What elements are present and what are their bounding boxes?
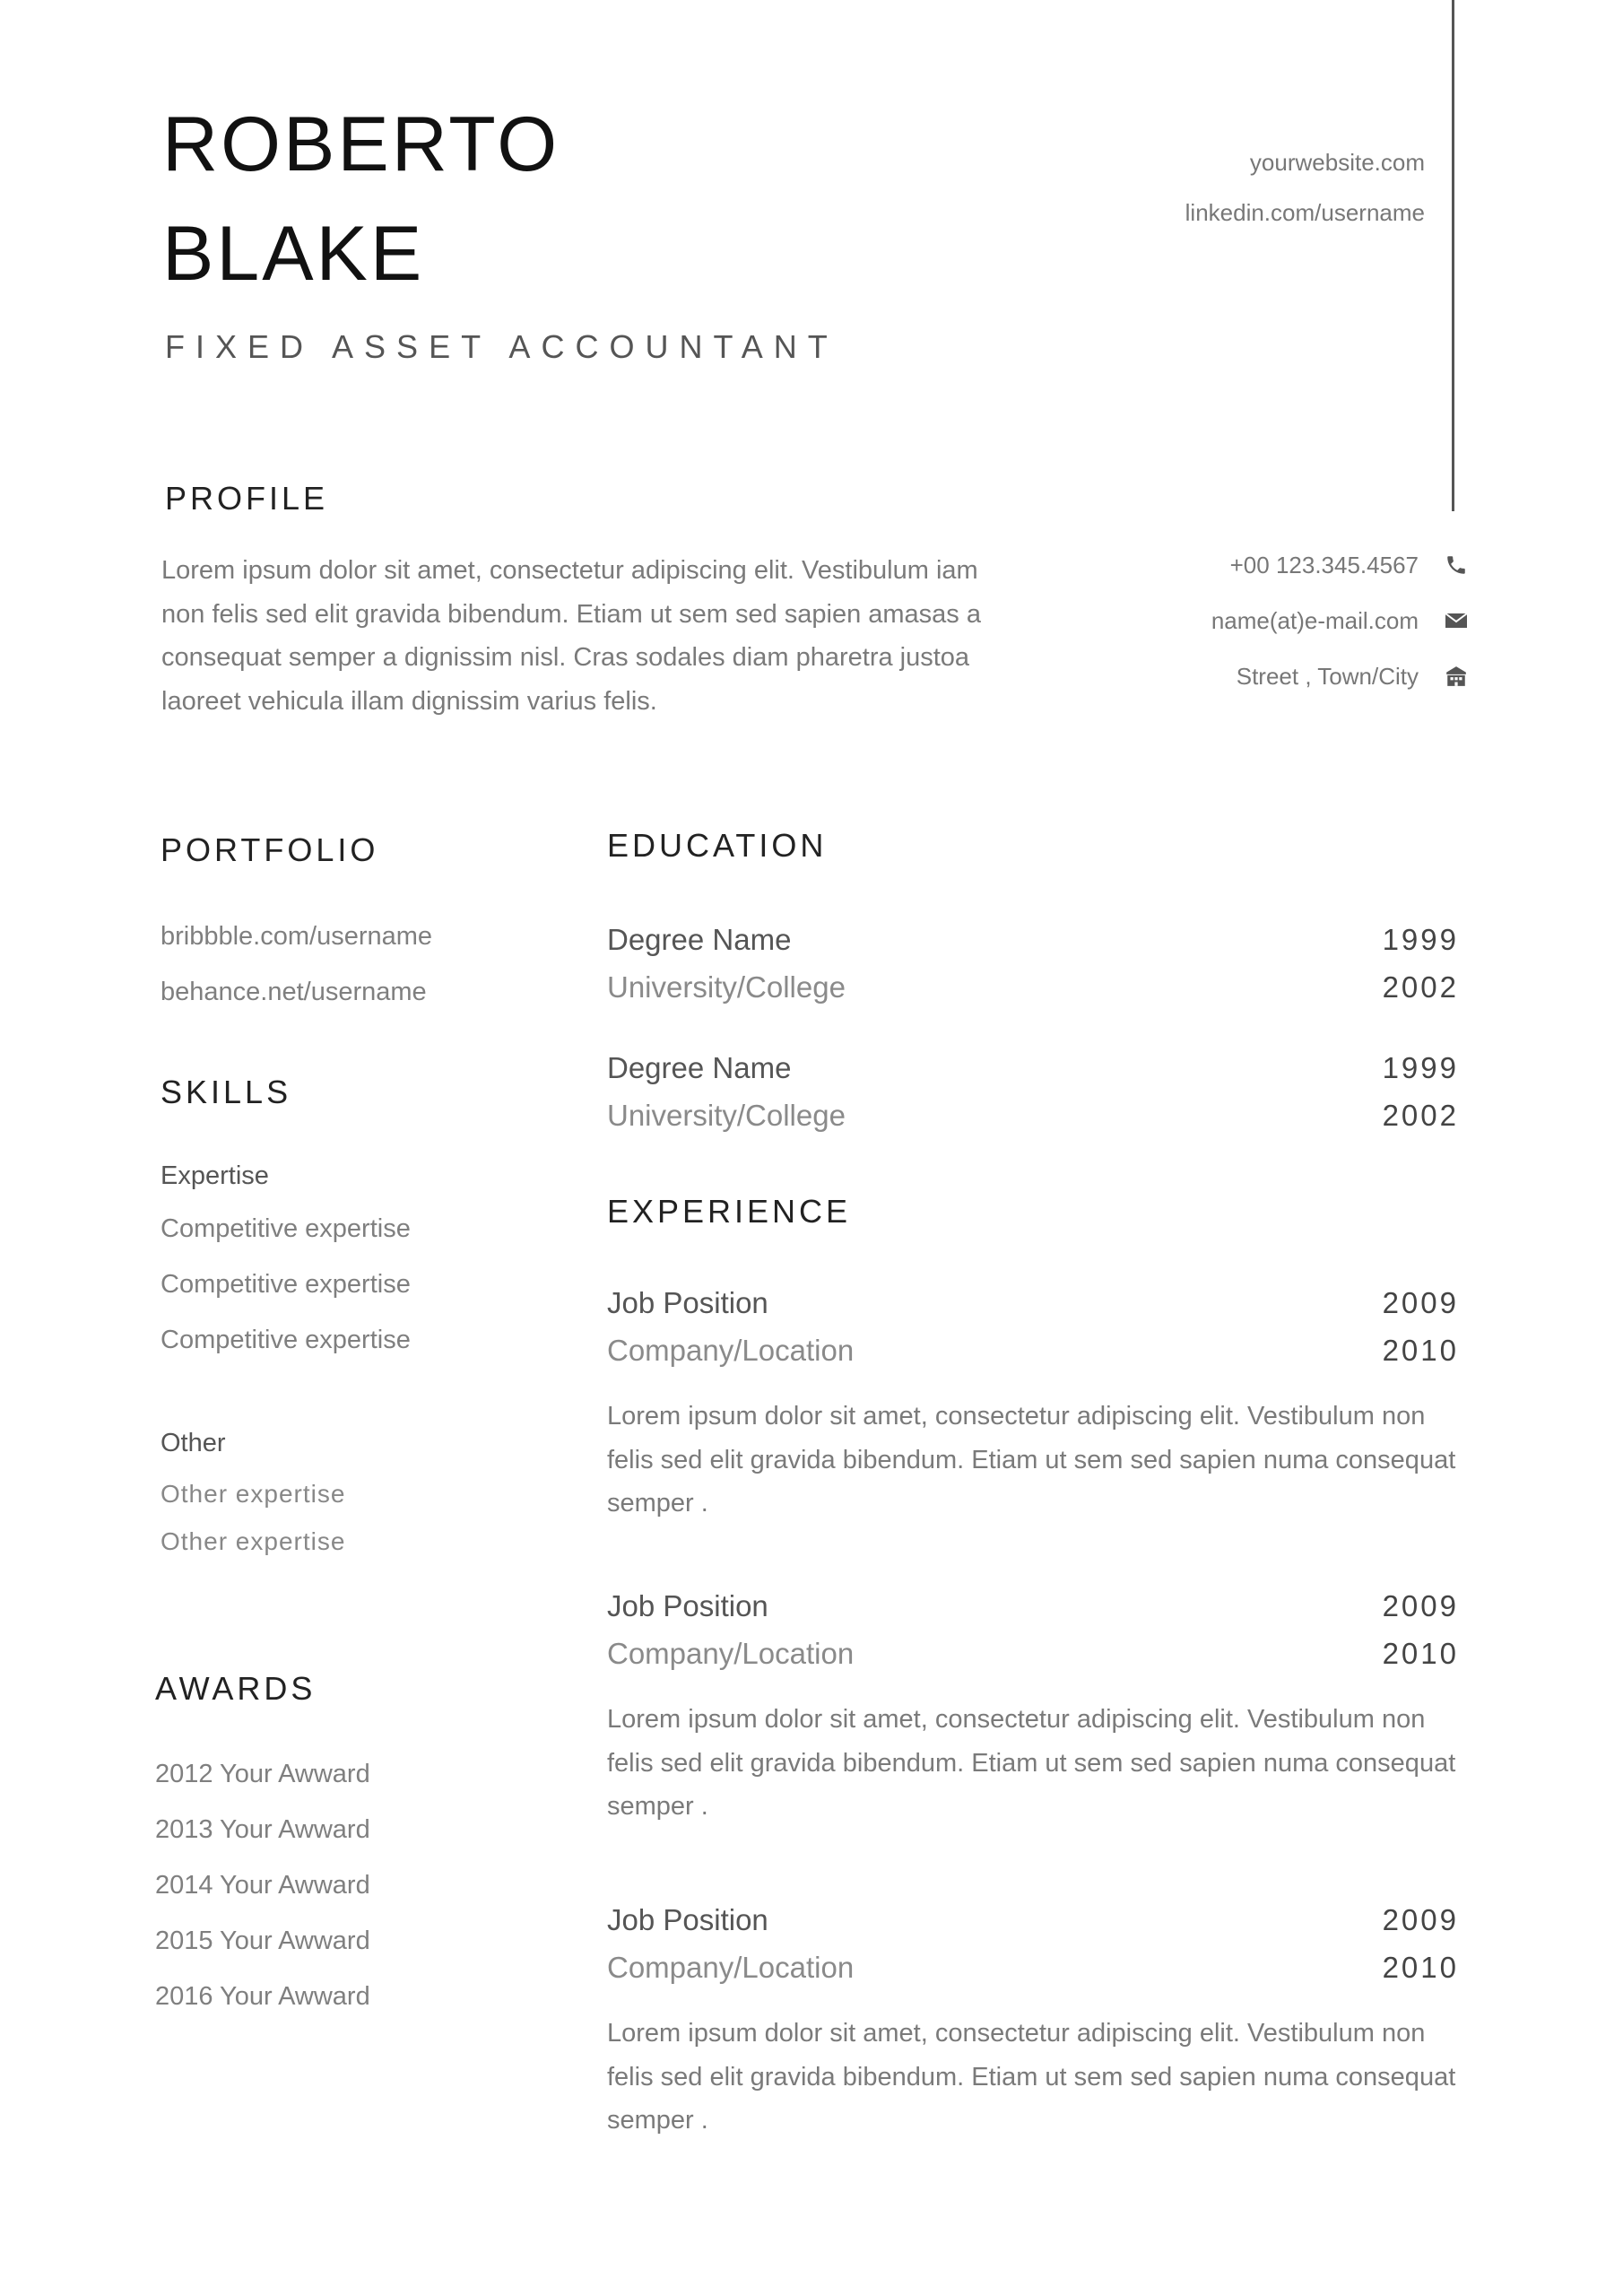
skills-expertise-label: Expertise: [161, 1161, 269, 1190]
education-start-year: 1999: [1382, 1051, 1459, 1084]
experience-position: Job Position: [607, 1903, 768, 1936]
skills-other-label: Other: [161, 1429, 226, 1457]
education-end-year: 2002: [1382, 1099, 1459, 1132]
header-divider: [1452, 0, 1454, 511]
portfolio-link-dribbble[interactable]: bribbble.com/username: [161, 922, 433, 951]
last-name: BLAKE: [162, 211, 425, 297]
skill-item: Competitive expertise: [161, 1326, 411, 1354]
award-item: 2014 Your Awward: [155, 1871, 370, 1900]
education-school: University/College: [607, 1099, 846, 1132]
phone-text[interactable]: +00 123.345.4567: [1229, 551, 1419, 578]
experience-start-year: 2009: [1382, 1286, 1459, 1319]
skills-heading: SKILLS: [161, 1074, 292, 1110]
awards-heading: AWARDS: [155, 1670, 317, 1707]
experience-position: Job Position: [607, 1589, 768, 1622]
experience-start-year: 2009: [1382, 1903, 1459, 1936]
award-item: 2015 Your Awward: [155, 1926, 370, 1955]
website-link[interactable]: yourwebsite.com: [1249, 149, 1425, 176]
education-degree: Degree Name: [607, 1051, 792, 1084]
contact-address: [1237, 660, 1469, 692]
experience-end-year: 2010: [1382, 1637, 1459, 1670]
contact-email: [1211, 604, 1469, 637]
address-text: Street , Town/City: [1236, 662, 1419, 690]
email-text[interactable]: name(at)e-mail.com: [1211, 606, 1419, 634]
education-school: University/College: [607, 970, 846, 1004]
experience-company: Company/Location: [607, 1334, 855, 1367]
envelope-icon: [1444, 608, 1469, 633]
award-item: 2016 Your Awward: [155, 1982, 370, 2011]
experience-start-year: 2009: [1382, 1589, 1459, 1622]
experience-position: Job Position: [607, 1286, 768, 1319]
phone-icon: [1444, 552, 1469, 578]
other-skill-item: Other expertise: [161, 1527, 346, 1555]
award-item: 2012 Your Awward: [155, 1760, 370, 1788]
portfolio-heading: PORTFOLIO: [161, 831, 379, 868]
skill-item: Competitive expertise: [161, 1270, 411, 1299]
building-icon: [1444, 664, 1469, 689]
education-heading: EDUCATION: [607, 827, 828, 864]
award-item: 2013 Your Awward: [155, 1815, 370, 1844]
experience-heading: EXPERIENCE: [607, 1193, 852, 1230]
job-title: FIXED ASSET ACCOUNTANT: [165, 328, 838, 365]
profile-heading: PROFILE: [165, 480, 329, 517]
experience-description: Lorem ipsum dolor sit amet, consectetur adipiscing elit. Vestibulum non felis sed elit gravida bibendum. Etiam ut sem sed sapien numa consequat semper .: [607, 2019, 1456, 2135]
first-name: ROBERTO: [162, 101, 560, 187]
education-degree: Degree Name: [607, 923, 792, 956]
experience-end-year: 2010: [1382, 1334, 1459, 1367]
other-skill-item: Other expertise: [161, 1480, 346, 1508]
experience-description: Lorem ipsum dolor sit amet, consectetur adipiscing elit. Vestibulum non felis sed elit gravida bibendum. Etiam ut sem sed sapien numa consequat semper .: [607, 1402, 1456, 1518]
portfolio-link-behance[interactable]: behance.net/username: [161, 978, 427, 1006]
contact-phone: [1230, 549, 1469, 581]
education-end-year: 2002: [1382, 970, 1459, 1004]
skill-item: Competitive expertise: [161, 1214, 411, 1243]
experience-end-year: 2010: [1382, 1951, 1459, 1984]
education-start-year: 1999: [1382, 923, 1459, 956]
linkedin-link[interactable]: linkedin.com/username: [1185, 199, 1425, 226]
profile-text: Lorem ipsum dolor sit amet, consectetur adipiscing elit. Vestibulum iam non felis sed elit gravida bibendum. Etiam ut sem sed sapien amasas a consequat semper a dignissim nisl. Cras sodales diam pharetra justoa laoreet vehicula illam dignissim varius felis.: [161, 556, 981, 716]
experience-company: Company/Location: [607, 1951, 855, 1984]
experience-description: Lorem ipsum dolor sit amet, consectetur adipiscing elit. Vestibulum non felis sed elit gravida bibendum. Etiam ut sem sed sapien numa consequat semper .: [607, 1705, 1456, 1821]
experience-company: Company/Location: [607, 1637, 855, 1670]
